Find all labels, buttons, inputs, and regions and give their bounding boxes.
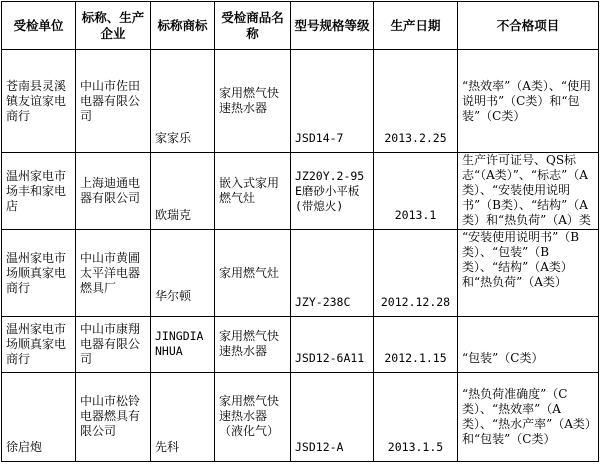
- cell-production-date: 2013.1: [374, 153, 458, 230]
- table-row: [2, 372, 599, 461]
- cell-failed-items: “热效率”（A类）、“使用说明书”（C类）和“包装”（C类）: [458, 50, 599, 153]
- cell-inspected-unit: 徐启炮: [2, 372, 76, 461]
- header-inspected-unit: 受检单位: [2, 2, 76, 50]
- cell-producer: 中山市康翔电器有限公司: [76, 316, 151, 372]
- table-row: [2, 153, 599, 230]
- cell-model-spec: JSD12-A: [291, 372, 374, 461]
- cell-brand: 华尔顿: [151, 230, 215, 316]
- table-row: [2, 230, 599, 316]
- cell-production-date: 2012.1.15: [374, 316, 458, 372]
- header-production-date: 生产日期: [374, 2, 458, 50]
- cell-product-name: 家用燃气快速热水器: [215, 316, 291, 372]
- cell-model-spec: JZ20Y.2-95E磨砂小平板(带熄火): [291, 153, 374, 230]
- cell-producer: 上海迪通电器有限公司: [76, 153, 151, 230]
- header-row: [2, 2, 599, 50]
- cell-product-name: 家用燃气快速热水器: [215, 50, 291, 153]
- cell-inspected-unit: 温州家电市场丰和家电店: [2, 153, 76, 230]
- header-model-spec: 型号规格等级: [291, 2, 374, 50]
- table-row: [2, 316, 599, 372]
- header-failed-items: 不合格项目: [458, 2, 599, 50]
- cell-product-name: 家用燃气灶: [215, 230, 291, 316]
- cell-brand: 先科: [151, 372, 215, 461]
- cell-model-spec: JZY-238C: [291, 230, 374, 316]
- cell-inspected-unit: 苍南县灵溪镇友谊家电商行: [2, 50, 76, 153]
- cell-failed-items: “安装使用说明书”（B类）、“包装”（B类）、“结构”（A类）和“热负荷”（A类）: [458, 230, 599, 316]
- header-brand: 标称商标: [151, 2, 215, 50]
- cell-failed-items: “包装”（C类）: [458, 316, 599, 372]
- failed-products-table: [1, 1, 599, 462]
- cell-producer: 中山市松铃电器燃具有限公司: [76, 372, 151, 461]
- cell-failed-items: “热负荷准确度”（C类）、“热效率”（A类）、“热水产率”（A类）和“包装”（C类）: [458, 372, 599, 461]
- cell-production-date: 2013.2.25: [374, 50, 458, 153]
- cell-producer: 中山市黄圃太平洋电器燃具厂: [76, 230, 151, 316]
- cell-producer: 中山市佐田电器有限公司: [76, 50, 151, 153]
- cell-product-name: 嵌入式家用燃气灶: [215, 153, 291, 230]
- cell-model-spec: JSD14-7: [291, 50, 374, 153]
- cell-inspected-unit: 温州家电市场顺真家电商行: [2, 230, 76, 316]
- header-producer: 标称、生产企业: [76, 2, 151, 50]
- cell-brand: JINGDIANHUA: [151, 316, 215, 372]
- cell-production-date: 2012.12.28: [374, 230, 458, 316]
- cell-model-spec: JSD12-6A11: [291, 316, 374, 372]
- cell-brand: 欧瑞克: [151, 153, 215, 230]
- cell-inspected-unit: 温州家电市场顺真家电商行: [2, 316, 76, 372]
- cell-production-date: 2013.1.5: [374, 372, 458, 461]
- table-row: [2, 50, 599, 153]
- header-product-name: 受检商品名称: [215, 2, 291, 50]
- cell-product-name: 家用燃气快速热水器（液化气）: [215, 372, 291, 461]
- cell-failed-items: 生产许可证号、QS标志“（A类）”、“标志”（A类）、“安装使用说明书”（B类）、“结构”（A类）和“热负荷”（A）类: [458, 153, 599, 230]
- cell-brand: 家家乐: [151, 50, 215, 153]
